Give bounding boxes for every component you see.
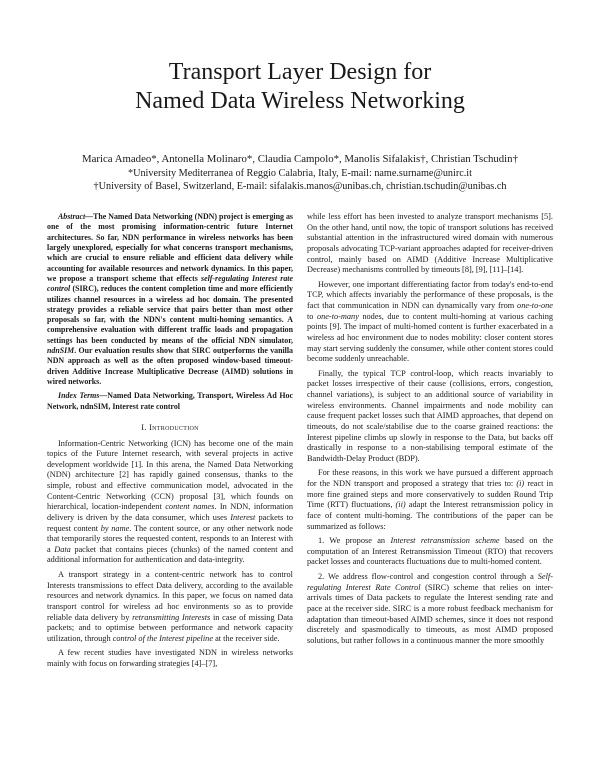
- left-column: [47, 212, 293, 670]
- text-run: at the receiver side.: [213, 633, 280, 643]
- text-run: 2. We address flow-control and congestion control through a: [318, 572, 538, 581]
- author-names: Marica Amadeo*, Antonella Molinaro*, Claudia Campolo*, Manolis Sifalakis†, Christian Tschudin†: [82, 153, 518, 165]
- emphasis: control of the Interest pipeline: [112, 633, 213, 643]
- text-run: packet that contains pieces (chunks) of the named content and additional information for authentication and data-integrity.: [47, 544, 293, 565]
- abstract-text-2: (SIRC), reduces the content completion time and more efficiently utilizes channel resources in a wireless ad hoc domain. The presented strategy provides a reliable service that pairs better than most other proposals so far, with the NDN's content multi-homing semantics. A comprehensive evaluation with different traffic loads and propagation settings has been conducted by means of the official NDN simulator,: [47, 284, 293, 345]
- abstract-emphasis-1: self-regulating Interest rate control: [47, 273, 293, 294]
- text-run: However, one important differentiating factor from today's end-to-end TCP, which affects invariably the performance of these proposals, is the fact that communication in NDN can dynamically vary from: [307, 279, 553, 310]
- index-terms-text: —Named Data Networking, Transport, Wireless Ad Hoc Network, ndnSIM, Interest rate control: [47, 391, 293, 411]
- right-paragraph-2: [307, 280, 553, 365]
- text-run: A transport strategy in a content-centric network has to control Interests transmissions to effect Data delivery, according to the available resources and network dynamics. In this paper, we focus on named data transport control for wireless ad hoc environments so as to provide reliable data delivery by: [47, 570, 293, 622]
- abstract: [47, 212, 293, 387]
- text-run: (SIRC) scheme that relies on inter-arrivals times of Data packets to regulate the Interest sending rate and pace at the receiver side. SIRC is a more robust feedback mechanism for adaptation than timeout-based AIMD schemes, since it does not respond discretely and spasmodically to timeouts, as most AIMD proposed solutions, but rather follows in a continuous manner the more smoothly: [307, 582, 553, 645]
- contribution-2: [307, 572, 553, 646]
- contribution-1: [307, 536, 553, 568]
- emphasis: one-to-one: [517, 301, 553, 310]
- text-run: in case of missing Data packets; and to optimise between performance and network capacity utilization, through: [47, 612, 293, 643]
- index-terms-label: Index Terms: [58, 391, 100, 401]
- text-run: adapt the Interest retransmission policy in face of content multi-homing. The contributions of the paper can be summarized as follows:: [307, 500, 554, 531]
- section-title: Introduction: [149, 422, 199, 432]
- emphasis: one-to-many: [316, 311, 359, 321]
- emphasis: Self-regulating Interest Rate Control: [307, 572, 553, 592]
- emphasis: (i): [516, 479, 525, 488]
- text-run: packets to request content: [47, 512, 293, 533]
- emphasis: Interest: [230, 512, 256, 522]
- intro-paragraph-2: [47, 570, 293, 644]
- emphasis: content names: [165, 502, 215, 512]
- text-run: 1. We propose an: [318, 536, 391, 546]
- right-column: [307, 212, 553, 646]
- paper-title: [0, 58, 600, 116]
- intro-paragraph-3: A few recent studies have investigated NDN in wireless networks mainly with focus on forwarding strategies [4]–[7],: [47, 648, 293, 669]
- abstract-emphasis-2: ndnSIM: [47, 346, 75, 356]
- text-run: nodes, due to content multi-homing at various caching points [9]. The impact of multi-homed content is further exacerbated in a wireless ad hoc environment due to nodes mobility: closer content stores may start serving suddenly the consumer, while other content stores could become suddenly unreachable.: [307, 311, 553, 364]
- index-terms: [47, 391, 293, 412]
- text-run: based on the computation of an Interest Retransmission Timeout (RTO) that recovers packet losses and counteracts fluctuations due to multi-homed content.: [307, 536, 554, 567]
- author-block: [0, 153, 600, 193]
- text-run: Information-Centric Networking (ICN) has become one of the main topics of the Future Internet research, with several projects in active development worldwide [1]. In this arena, the Named Data Networking (NDN) architecture [2] has rapidly gained consensus, thanks to the simple, robust and effective communication model, advocated in the Content-Centric Networking (CCN) proposal [3], which founds on hierarchical, location-independent: [47, 438, 293, 512]
- abstract-label: Abstract—: [58, 212, 94, 221]
- right-paragraph-1: while less effort has been invested to analyze transport mechanisms [5]. On the other hand, until now, the topic of transport solutions has received substantial attention in the infrastructured wired domain with numerous proposals advocating TCP-variant approaches adapted for receiver-driven control, mainly based on AIMD (Additive Increase Multiplicative Decrease) mechanisms controlled by timeouts [8], [9], [11]–[14].: [307, 212, 553, 275]
- abstract-text-1: The Named Data Networking (NDN) project is emerging as one of the most promising information-centric future Internet architectures. So far, NDN performance in wireless networks has been largely unexplored, especially for what concerns transport mechanisms, which are crucial to ensure reliable and efficient data delivery while accounting for available resources and network dynamics. In this paper, we propose a transport scheme that effects: [47, 212, 293, 283]
- text-run: For these reasons, in this work we have pursued a different approach for the NDN transport and proposed a strategy that tries to:: [307, 468, 553, 488]
- emphasis: retransmitting Interests: [132, 612, 211, 622]
- text-run: react in more fine grained steps and more conservatively to sudden Round Trip Time (RTT) fluctuations,: [307, 479, 553, 510]
- affiliation-1: *University Mediterranea of Reggio Calabria, Italy, E-mail: name.surname@unirc.it: [128, 168, 472, 179]
- text-run: to: [307, 311, 317, 321]
- section-heading: [47, 423, 293, 434]
- emphasis: (ii): [395, 500, 406, 510]
- emphasis: Interest retransmission scheme: [390, 536, 500, 546]
- emphasis: by name: [100, 523, 130, 533]
- section-number: I.: [141, 422, 147, 432]
- abstract-text-3: . Our evaluation results show that SIRC outperforms the vanilla NDN approach as well as the often proposed window-based timeout-driven Additive Increase Multiplicative Decrease (AIMD) solutions in wired networks.: [47, 346, 293, 386]
- text-run: . The content source, or any other network node that temporarily stores the requested content, responds to an Interest with a: [47, 523, 293, 554]
- text-run: . In NDN, information delivery is driven by the data consumer, which uses: [47, 502, 293, 522]
- intro-paragraph-1: [47, 439, 293, 567]
- title-line-2: Named Data Wireless Networking: [135, 88, 465, 114]
- right-paragraph-3: Finally, the typical TCP control-loop, which reacts invariably to packet losses irrespective of their cause (collisions, errors, congestion, channel variations), is subject to an additional source of variability in wireless environments. Channel impairments and node mobility can cause frequent packet losses such that AIMD approaches, that depend on timeouts, do not scale/stabilise due to the coarse grained reactions: the Interest pipeline climbs up slowly in response to the Data, but backs off drastically in response to a non-stabilising temporal estimate of the Bandwidth-Delay Product (BDP).: [307, 368, 553, 463]
- affiliation-2: †University of Basel, Switzerland, E-mail: sifalakis.manos@unibas.ch, christian.tschudin@unibas.ch: [93, 181, 507, 192]
- title-line-1: Transport Layer Design for: [168, 59, 432, 85]
- right-paragraph-4: [307, 468, 553, 532]
- emphasis: Data: [54, 544, 71, 554]
